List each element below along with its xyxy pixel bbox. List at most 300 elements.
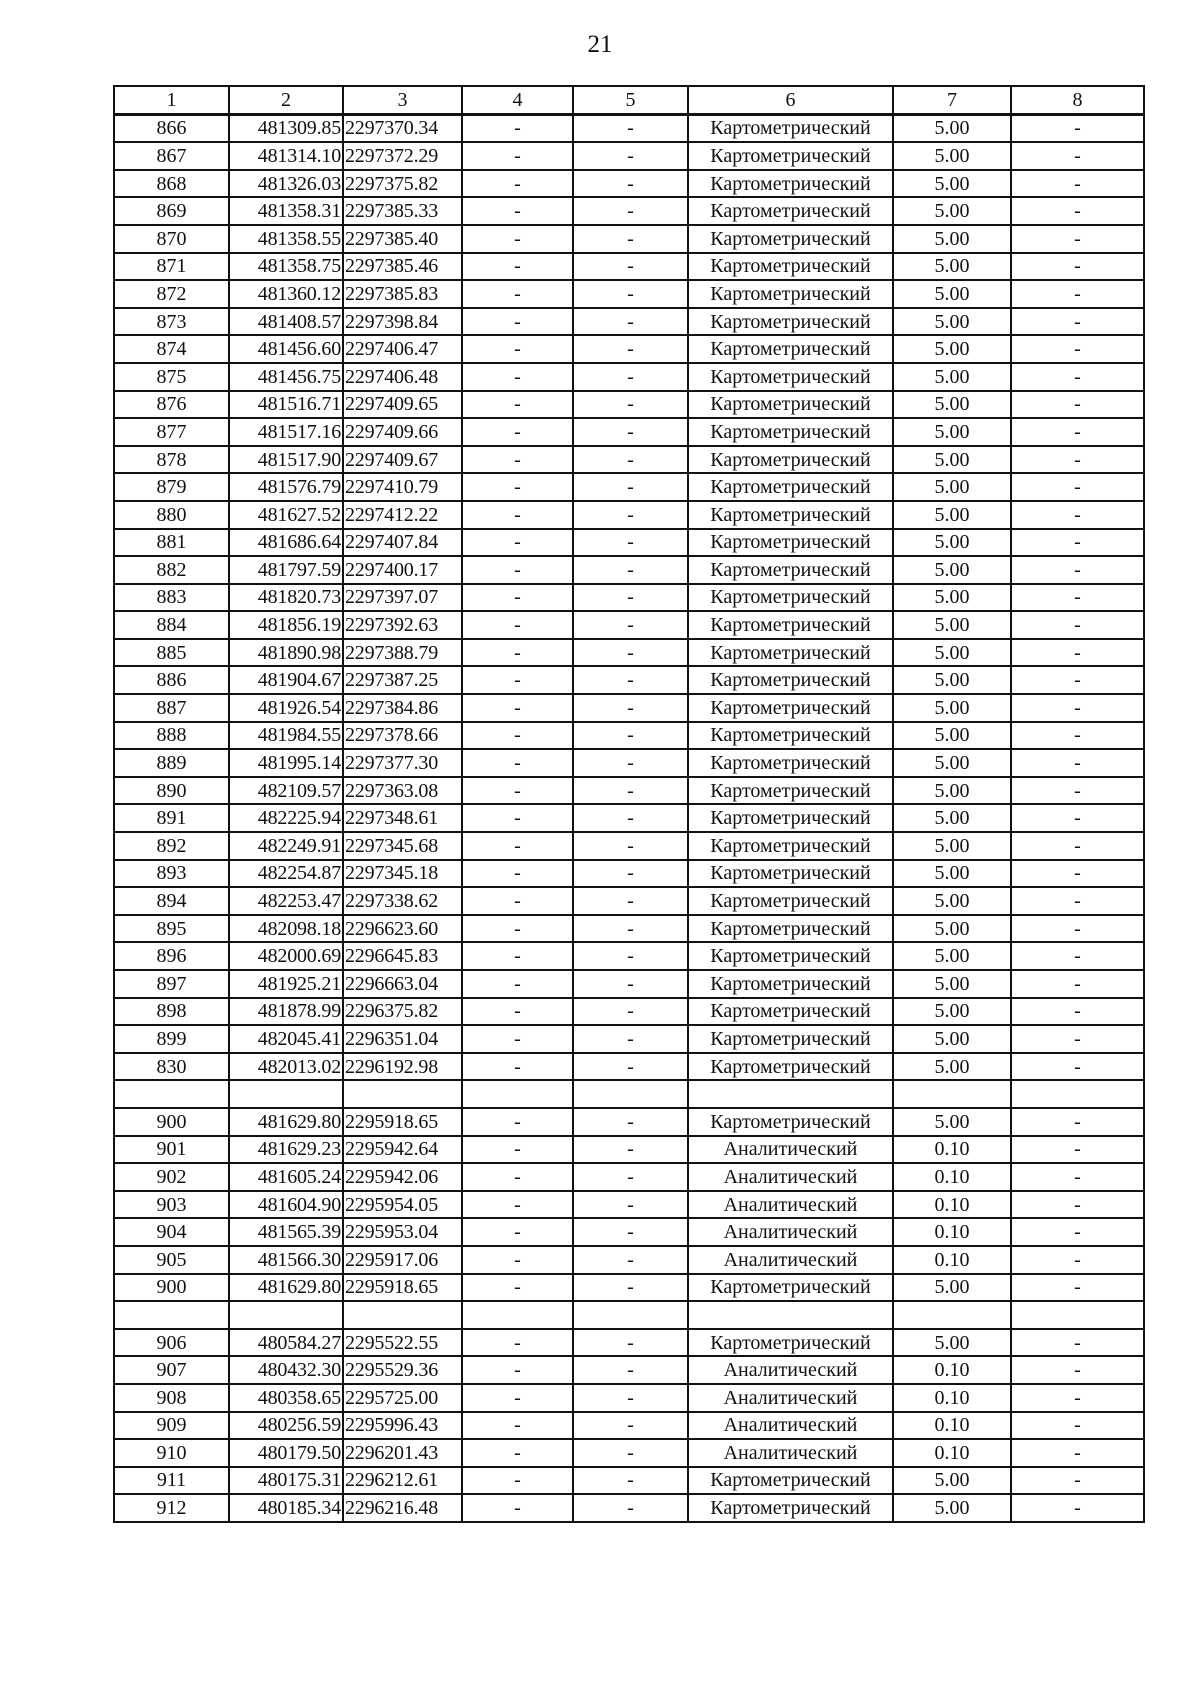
method-cell: Картометрический — [688, 170, 893, 198]
table-row — [114, 1246, 1144, 1274]
method-cell: Картометрический — [688, 804, 893, 832]
column-5-cell: - — [573, 1163, 688, 1191]
column-8-cell: - — [1011, 335, 1144, 363]
column-header-5: 5 — [573, 86, 688, 114]
column-4-cell: - — [462, 556, 573, 584]
x-coordinate-cell: 481629.80 — [229, 1108, 343, 1136]
x-coordinate-cell: 480179.50 — [229, 1439, 343, 1467]
y-coordinate-cell: 2295522.55 — [343, 1329, 462, 1357]
point-number-cell: 897 — [114, 970, 229, 998]
column-header-3: 3 — [343, 86, 462, 114]
table-row — [114, 1439, 1144, 1467]
table-row — [114, 887, 1144, 915]
column-8-cell: - — [1011, 280, 1144, 308]
point-number-cell: 911 — [114, 1467, 229, 1495]
y-coordinate-cell: 2297385.46 — [343, 253, 462, 281]
method-cell: Аналитический — [688, 1356, 893, 1384]
column-8-cell: - — [1011, 1025, 1144, 1053]
point-number-cell: 889 — [114, 749, 229, 777]
method-cell: Картометрический — [688, 1329, 893, 1357]
y-coordinate-cell: 2297385.40 — [343, 225, 462, 253]
column-4-cell: - — [462, 253, 573, 281]
column-8-cell: - — [1011, 942, 1144, 970]
column-4-cell: - — [462, 1329, 573, 1357]
column-4-cell: - — [462, 363, 573, 391]
column-8-cell: - — [1011, 1412, 1144, 1440]
column-4-cell: - — [462, 942, 573, 970]
point-number-cell: 866 — [114, 114, 229, 142]
column-5-cell: - — [573, 501, 688, 529]
accuracy-cell: 5.00 — [893, 832, 1011, 860]
column-5-cell: - — [573, 225, 688, 253]
y-coordinate-cell: 2297392.63 — [343, 611, 462, 639]
table-row — [114, 335, 1144, 363]
column-8-cell: - — [1011, 915, 1144, 943]
method-cell: Картометрический — [688, 1467, 893, 1495]
x-coordinate-cell: 482000.69 — [229, 942, 343, 970]
column-5-cell: - — [573, 611, 688, 639]
y-coordinate-cell: 2295918.65 — [343, 1274, 462, 1302]
table-row — [114, 639, 1144, 667]
column-4-cell: - — [462, 1356, 573, 1384]
y-coordinate-cell: 2297406.48 — [343, 363, 462, 391]
column-8-cell: - — [1011, 170, 1144, 198]
table-row — [114, 473, 1144, 501]
accuracy-cell — [893, 1080, 1011, 1108]
x-coordinate-cell: 481408.57 — [229, 308, 343, 336]
column-4-cell: - — [462, 1053, 573, 1081]
column-5-cell: - — [573, 1191, 688, 1219]
column-4-cell: - — [462, 970, 573, 998]
column-4-cell: - — [462, 335, 573, 363]
table-row — [114, 860, 1144, 888]
point-number-cell: 874 — [114, 335, 229, 363]
y-coordinate-cell: 2296192.98 — [343, 1053, 462, 1081]
point-number-cell: 870 — [114, 225, 229, 253]
column-8-cell: - — [1011, 887, 1144, 915]
table-row — [114, 418, 1144, 446]
column-8-cell: - — [1011, 804, 1144, 832]
column-5-cell — [573, 1080, 688, 1108]
column-8-cell: - — [1011, 1218, 1144, 1246]
accuracy-cell: 5.00 — [893, 280, 1011, 308]
column-8-cell: - — [1011, 391, 1144, 419]
column-4-cell: - — [462, 197, 573, 225]
column-5-cell: - — [573, 335, 688, 363]
method-cell: Картометрический — [688, 473, 893, 501]
point-number-cell: 909 — [114, 1412, 229, 1440]
column-5-cell: - — [573, 1025, 688, 1053]
x-coordinate-cell: 481925.21 — [229, 970, 343, 998]
table-row — [114, 666, 1144, 694]
column-8-cell: - — [1011, 142, 1144, 170]
column-8-cell: - — [1011, 1494, 1144, 1522]
y-coordinate-cell: 2296212.61 — [343, 1467, 462, 1495]
accuracy-cell: 5.00 — [893, 1329, 1011, 1357]
column-8-cell: - — [1011, 1439, 1144, 1467]
method-cell: Картометрический — [688, 1053, 893, 1081]
column-5-cell: - — [573, 639, 688, 667]
table-row — [114, 363, 1144, 391]
column-4-cell: - — [462, 887, 573, 915]
column-4-cell — [462, 1080, 573, 1108]
column-4-cell: - — [462, 473, 573, 501]
accuracy-cell: 0.10 — [893, 1136, 1011, 1164]
method-cell: Картометрический — [688, 584, 893, 612]
point-number-cell: 877 — [114, 418, 229, 446]
column-header-4: 4 — [462, 86, 573, 114]
accuracy-cell: 5.00 — [893, 1053, 1011, 1081]
table-row — [114, 694, 1144, 722]
method-cell: Картометрический — [688, 1025, 893, 1053]
x-coordinate-cell: 480256.59 — [229, 1412, 343, 1440]
column-4-cell: - — [462, 280, 573, 308]
column-5-cell: - — [573, 942, 688, 970]
table-row — [114, 197, 1144, 225]
column-4-cell: - — [462, 225, 573, 253]
point-number-cell: 903 — [114, 1191, 229, 1219]
column-4-cell: - — [462, 1191, 573, 1219]
column-5-cell — [573, 1301, 688, 1329]
accuracy-cell: 5.00 — [893, 335, 1011, 363]
column-8-cell: - — [1011, 556, 1144, 584]
table-row — [114, 832, 1144, 860]
column-header-1: 1 — [114, 86, 229, 114]
point-number-cell: 887 — [114, 694, 229, 722]
x-coordinate-cell: 480432.30 — [229, 1356, 343, 1384]
method-cell: Картометрический — [688, 308, 893, 336]
column-5-cell: - — [573, 998, 688, 1026]
column-8-cell: - — [1011, 611, 1144, 639]
point-number-cell: 880 — [114, 501, 229, 529]
table-row — [114, 1412, 1144, 1440]
column-5-cell: - — [573, 1329, 688, 1357]
accuracy-cell: 5.00 — [893, 639, 1011, 667]
column-5-cell: - — [573, 970, 688, 998]
point-number-cell: 900 — [114, 1108, 229, 1136]
column-5-cell: - — [573, 1246, 688, 1274]
point-number-cell: 879 — [114, 473, 229, 501]
point-number-cell: 907 — [114, 1356, 229, 1384]
method-cell: Аналитический — [688, 1412, 893, 1440]
column-5-cell: - — [573, 1136, 688, 1164]
accuracy-cell: 5.00 — [893, 942, 1011, 970]
column-8-cell: - — [1011, 1163, 1144, 1191]
column-8-cell: - — [1011, 1246, 1144, 1274]
column-4-cell: - — [462, 114, 573, 142]
x-coordinate-cell: 482249.91 — [229, 832, 343, 860]
table-row — [114, 970, 1144, 998]
point-number-cell: 830 — [114, 1053, 229, 1081]
point-number-cell: 883 — [114, 584, 229, 612]
point-number-cell: 905 — [114, 1246, 229, 1274]
point-number-cell: 872 — [114, 280, 229, 308]
table-row — [114, 942, 1144, 970]
column-4-cell: - — [462, 1384, 573, 1412]
table-row — [114, 722, 1144, 750]
point-number-cell: 892 — [114, 832, 229, 860]
point-number-cell: 894 — [114, 887, 229, 915]
method-cell: Аналитический — [688, 1384, 893, 1412]
x-coordinate-cell — [229, 1301, 343, 1329]
y-coordinate-cell: 2297397.07 — [343, 584, 462, 612]
column-4-cell: - — [462, 1108, 573, 1136]
accuracy-cell: 0.10 — [893, 1218, 1011, 1246]
column-8-cell: - — [1011, 1274, 1144, 1302]
column-8-cell: - — [1011, 970, 1144, 998]
table-row — [114, 1467, 1144, 1495]
point-number-cell: 869 — [114, 197, 229, 225]
y-coordinate-cell: 2296645.83 — [343, 942, 462, 970]
table-row — [114, 529, 1144, 557]
accuracy-cell: 5.00 — [893, 473, 1011, 501]
column-5-cell: - — [573, 584, 688, 612]
column-4-cell: - — [462, 1412, 573, 1440]
table-row — [114, 1301, 1144, 1329]
column-5-cell: - — [573, 777, 688, 805]
x-coordinate-cell: 481358.31 — [229, 197, 343, 225]
x-coordinate-cell: 482098.18 — [229, 915, 343, 943]
method-cell: Картометрический — [688, 529, 893, 557]
column-5-cell: - — [573, 308, 688, 336]
table-row — [114, 253, 1144, 281]
point-number-cell: 898 — [114, 998, 229, 1026]
column-8-cell: - — [1011, 363, 1144, 391]
column-5-cell: - — [573, 1274, 688, 1302]
y-coordinate-cell: 2296623.60 — [343, 915, 462, 943]
point-number-cell: 899 — [114, 1025, 229, 1053]
x-coordinate-cell: 481566.30 — [229, 1246, 343, 1274]
method-cell: Картометрический — [688, 1274, 893, 1302]
column-8-cell: - — [1011, 639, 1144, 667]
table-row — [114, 1329, 1144, 1357]
column-5-cell: - — [573, 197, 688, 225]
column-5-cell: - — [573, 391, 688, 419]
column-8-cell: - — [1011, 418, 1144, 446]
method-cell: Картометрический — [688, 666, 893, 694]
y-coordinate-cell — [343, 1080, 462, 1108]
column-4-cell: - — [462, 1025, 573, 1053]
point-number-cell: 896 — [114, 942, 229, 970]
point-number-cell — [114, 1080, 229, 1108]
column-header-8: 8 — [1011, 86, 1144, 114]
column-5-cell: - — [573, 529, 688, 557]
column-4-cell: - — [462, 639, 573, 667]
point-number-cell: 891 — [114, 804, 229, 832]
point-number-cell: 884 — [114, 611, 229, 639]
column-5-cell: - — [573, 1356, 688, 1384]
accuracy-cell: 5.00 — [893, 418, 1011, 446]
point-number-cell: 882 — [114, 556, 229, 584]
accuracy-cell: 5.00 — [893, 804, 1011, 832]
x-coordinate-cell: 481605.24 — [229, 1163, 343, 1191]
column-4-cell — [462, 1301, 573, 1329]
method-cell: Аналитический — [688, 1191, 893, 1219]
y-coordinate-cell: 2295917.06 — [343, 1246, 462, 1274]
table-row — [114, 1218, 1144, 1246]
x-coordinate-cell: 481604.90 — [229, 1191, 343, 1219]
column-8-cell: - — [1011, 832, 1144, 860]
x-coordinate-cell: 481686.64 — [229, 529, 343, 557]
column-5-cell: - — [573, 1384, 688, 1412]
point-number-cell: 867 — [114, 142, 229, 170]
column-4-cell: - — [462, 1136, 573, 1164]
accuracy-cell: 5.00 — [893, 529, 1011, 557]
y-coordinate-cell: 2297400.17 — [343, 556, 462, 584]
column-8-cell: - — [1011, 584, 1144, 612]
coordinates-table — [113, 85, 1145, 1523]
column-5-cell: - — [573, 473, 688, 501]
x-coordinate-cell: 481629.80 — [229, 1274, 343, 1302]
column-8-cell: - — [1011, 253, 1144, 281]
method-cell: Аналитический — [688, 1246, 893, 1274]
accuracy-cell: 5.00 — [893, 197, 1011, 225]
column-4-cell: - — [462, 832, 573, 860]
method-cell: Аналитический — [688, 1439, 893, 1467]
accuracy-cell: 5.00 — [893, 446, 1011, 474]
y-coordinate-cell: 2297410.79 — [343, 473, 462, 501]
point-number-cell: 906 — [114, 1329, 229, 1357]
method-cell: Аналитический — [688, 1218, 893, 1246]
column-8-cell: - — [1011, 1356, 1144, 1384]
y-coordinate-cell: 2297378.66 — [343, 722, 462, 750]
column-8-cell: - — [1011, 308, 1144, 336]
y-coordinate-cell: 2297409.65 — [343, 391, 462, 419]
method-cell: Картометрический — [688, 556, 893, 584]
accuracy-cell: 5.00 — [893, 749, 1011, 777]
table-row — [114, 1163, 1144, 1191]
column-8-cell: - — [1011, 998, 1144, 1026]
method-cell: Аналитический — [688, 1136, 893, 1164]
column-8-cell: - — [1011, 694, 1144, 722]
x-coordinate-cell: 481576.79 — [229, 473, 343, 501]
point-number-cell: 902 — [114, 1163, 229, 1191]
column-4-cell: - — [462, 777, 573, 805]
point-number-cell: 910 — [114, 1439, 229, 1467]
column-4-cell: - — [462, 915, 573, 943]
column-8-cell: - — [1011, 114, 1144, 142]
accuracy-cell: 5.00 — [893, 1494, 1011, 1522]
point-number-cell: 886 — [114, 666, 229, 694]
y-coordinate-cell: 2297370.34 — [343, 114, 462, 142]
x-coordinate-cell: 481456.75 — [229, 363, 343, 391]
accuracy-cell: 5.00 — [893, 887, 1011, 915]
method-cell: Картометрический — [688, 114, 893, 142]
method-cell: Картометрический — [688, 694, 893, 722]
accuracy-cell: 5.00 — [893, 777, 1011, 805]
table-row — [114, 1136, 1144, 1164]
method-cell: Картометрический — [688, 335, 893, 363]
method-cell: Картометрический — [688, 280, 893, 308]
y-coordinate-cell: 2295996.43 — [343, 1412, 462, 1440]
method-cell: Картометрический — [688, 418, 893, 446]
point-number-cell: 873 — [114, 308, 229, 336]
column-8-cell: - — [1011, 529, 1144, 557]
accuracy-cell: 5.00 — [893, 170, 1011, 198]
method-cell: Картометрический — [688, 363, 893, 391]
y-coordinate-cell: 2297338.62 — [343, 887, 462, 915]
accuracy-cell: 5.00 — [893, 225, 1011, 253]
point-number-cell: 900 — [114, 1274, 229, 1302]
y-coordinate-cell: 2297409.66 — [343, 418, 462, 446]
table-row — [114, 308, 1144, 336]
y-coordinate-cell: 2296216.48 — [343, 1494, 462, 1522]
column-8-cell: - — [1011, 666, 1144, 694]
method-cell: Картометрический — [688, 225, 893, 253]
x-coordinate-cell: 481517.90 — [229, 446, 343, 474]
table-row — [114, 1025, 1144, 1053]
column-4-cell: - — [462, 860, 573, 888]
accuracy-cell: 5.00 — [893, 1025, 1011, 1053]
y-coordinate-cell: 2295954.05 — [343, 1191, 462, 1219]
column-4-cell: - — [462, 1274, 573, 1302]
table-row — [114, 446, 1144, 474]
x-coordinate-cell: 480185.34 — [229, 1494, 343, 1522]
y-coordinate-cell: 2297412.22 — [343, 501, 462, 529]
accuracy-cell: 5.00 — [893, 1467, 1011, 1495]
column-4-cell: - — [462, 391, 573, 419]
table-row — [114, 1494, 1144, 1522]
column-5-cell: - — [573, 915, 688, 943]
table-row — [114, 501, 1144, 529]
x-coordinate-cell: 480175.31 — [229, 1467, 343, 1495]
x-coordinate-cell: 481516.71 — [229, 391, 343, 419]
method-cell: Картометрический — [688, 142, 893, 170]
method-cell: Картометрический — [688, 197, 893, 225]
column-4-cell: - — [462, 584, 573, 612]
column-4-cell: - — [462, 170, 573, 198]
table-row — [114, 1384, 1144, 1412]
table-row — [114, 749, 1144, 777]
x-coordinate-cell: 481926.54 — [229, 694, 343, 722]
y-coordinate-cell: 2295529.36 — [343, 1356, 462, 1384]
accuracy-cell: 5.00 — [893, 501, 1011, 529]
method-cell: Картометрический — [688, 915, 893, 943]
accuracy-cell: 0.10 — [893, 1246, 1011, 1274]
column-8-cell: - — [1011, 446, 1144, 474]
table-row — [114, 391, 1144, 419]
column-5-cell: - — [573, 887, 688, 915]
accuracy-cell: 5.00 — [893, 114, 1011, 142]
page-number: 21 — [587, 31, 613, 58]
y-coordinate-cell: 2297375.82 — [343, 170, 462, 198]
x-coordinate-cell: 482253.47 — [229, 887, 343, 915]
column-5-cell: - — [573, 253, 688, 281]
x-coordinate-cell: 482013.02 — [229, 1053, 343, 1081]
column-4-cell: - — [462, 804, 573, 832]
accuracy-cell: 5.00 — [893, 556, 1011, 584]
table-row — [114, 114, 1144, 142]
column-4-cell: - — [462, 1163, 573, 1191]
column-5-cell: - — [573, 556, 688, 584]
point-number-cell: 912 — [114, 1494, 229, 1522]
column-5-cell: - — [573, 363, 688, 391]
y-coordinate-cell: 2297372.29 — [343, 142, 462, 170]
column-5-cell: - — [573, 804, 688, 832]
accuracy-cell: 5.00 — [893, 860, 1011, 888]
y-coordinate-cell — [343, 1301, 462, 1329]
method-cell: Аналитический — [688, 1163, 893, 1191]
point-number-cell: 890 — [114, 777, 229, 805]
accuracy-cell: 5.00 — [893, 666, 1011, 694]
accuracy-cell: 5.00 — [893, 1274, 1011, 1302]
column-5-cell: - — [573, 114, 688, 142]
accuracy-cell: 5.00 — [893, 694, 1011, 722]
table-row — [114, 804, 1144, 832]
column-8-cell: - — [1011, 777, 1144, 805]
x-coordinate-cell: 480584.27 — [229, 1329, 343, 1357]
column-4-cell: - — [462, 308, 573, 336]
